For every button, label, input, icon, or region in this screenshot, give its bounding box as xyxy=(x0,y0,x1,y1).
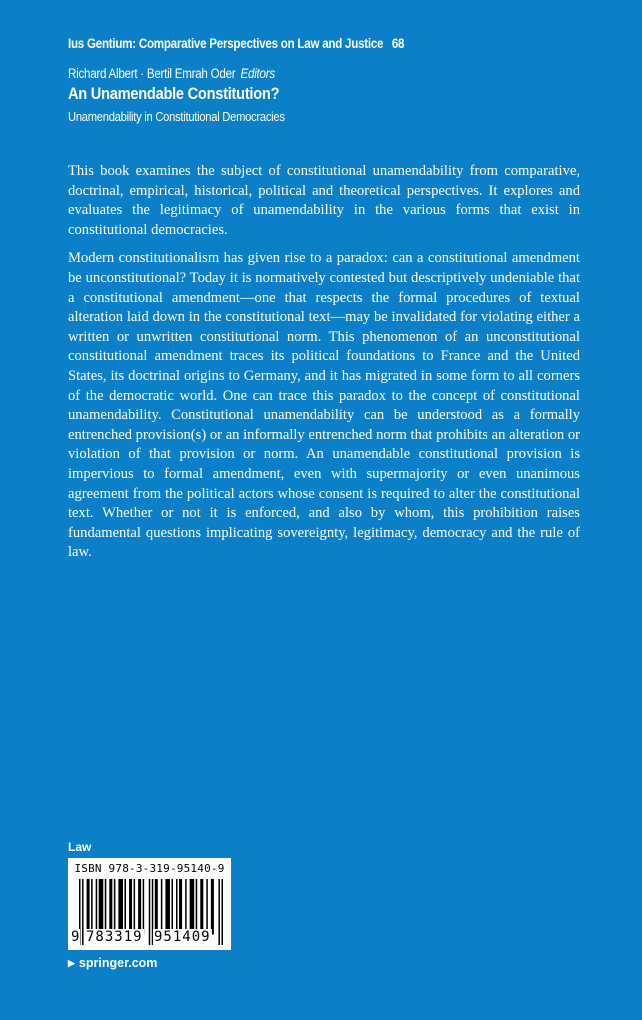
series-title xyxy=(68,36,404,51)
isbn-label: ISBN 978-3-319-95140-9 xyxy=(74,862,225,875)
isbn-barcode xyxy=(68,858,231,950)
editors-line xyxy=(68,66,275,81)
publisher-website[interactable] xyxy=(68,956,157,970)
blurb-paragraph-1: This book examines the subject of constitutional unamendability from comparative, doctrinal, empirical, historical, political and theoretical perspectives. It explores and evaluates the legitimacy of unamendability in the various forms that exist in constitutional democracies. xyxy=(68,163,580,238)
editor-names: Richard Albert · Bertil Emrah Oder xyxy=(68,66,236,81)
blurb xyxy=(68,162,580,572)
play-arrow-icon: ▶ xyxy=(68,958,75,968)
series-name: Ius Gentium: Comparative Perspectives on Law and Justice xyxy=(68,36,384,51)
editors-role: Editors xyxy=(240,66,275,81)
book-title: An Unamendable Constitution? xyxy=(68,84,280,103)
barcode-digits-left: 783319 xyxy=(86,929,143,945)
series-volume: 68 xyxy=(391,36,405,51)
website-label: springer.com xyxy=(78,956,158,970)
book-subtitle: Unamendability in Constitutional Democracies xyxy=(68,109,285,124)
barcode-digits-right: 951409 xyxy=(154,929,211,945)
blurb-paragraph-2: Modern constitutionalism has given rise to a paradox: can a constitutional amendment be unconstitutional? Today it is normatively contested but descriptively undeniable that a constitutional amendment—one that respects the formal procedures of textual alteration laid down in the constitutional text—may be invalidated for violating either a written or unwritten constitutional norm. This phenomenon of an unconstitutional constitutional amendment traces its political foundations to France and the United States, its doctrinal origins to Germany, and it has migrated in some form to all corners of the democratic world. One can trace this paradox to the concept of constitutional unamendability. Constitutional unamendability can be understood as a formally entrenched provision(s) or an informally entrenched norm that prohibits an alteration or violation of that provision or norm. An unamendable constitutional provision is impervious to formal amendment, even with supermajority or even unanimous agreement from the political actors whose consent is required to alter the constitutional text. Whether or not it is enforced, and also by whom, this prohibition raises fundamental questions implicating sovereignty, legitimacy, democracy and the rule of law. xyxy=(68,250,580,561)
barcode-digit-prefix: 9 xyxy=(71,929,80,945)
subject-category: Law xyxy=(68,840,92,854)
